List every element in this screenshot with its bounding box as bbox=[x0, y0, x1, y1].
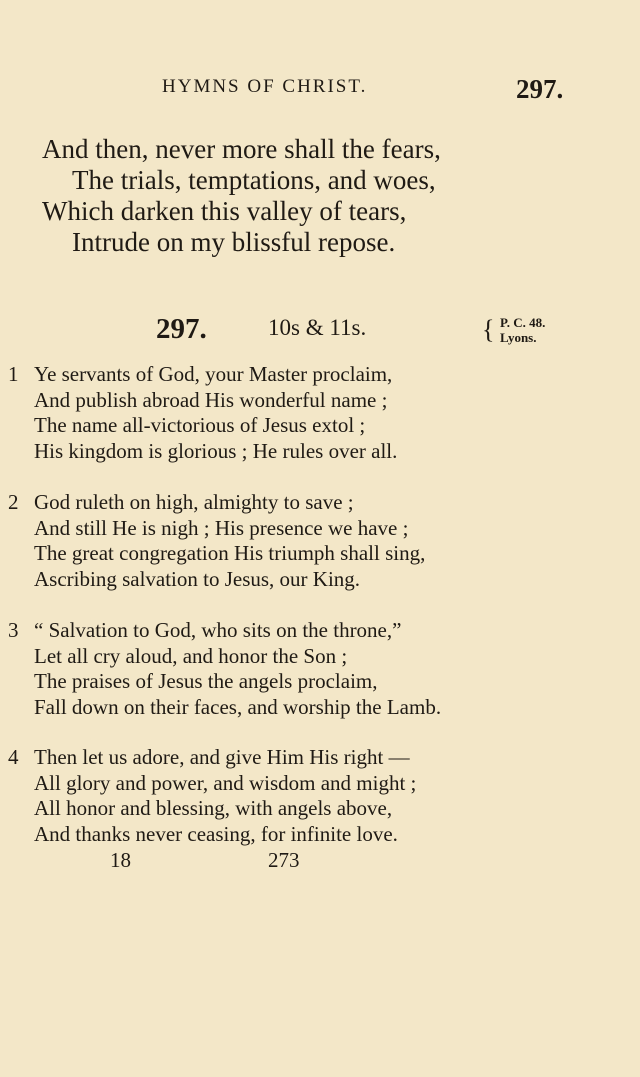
verse-line: Which darken this valley of tears, bbox=[42, 196, 407, 226]
catalog-number: 273 bbox=[268, 848, 300, 872]
page-number: 297. bbox=[516, 74, 564, 104]
signature-mark: 18 bbox=[110, 848, 131, 872]
continued-stanza bbox=[42, 134, 441, 258]
stanza-number: 1 bbox=[8, 362, 19, 386]
stanza-number: 4 bbox=[8, 745, 19, 769]
verse-line: And still He is nigh ; His presence we have ; bbox=[34, 515, 409, 540]
verse-line: Fall down on their faces, and worship the Lamb. bbox=[34, 694, 442, 719]
verse-line: Ye servants of God, your Master proclaim, bbox=[34, 362, 393, 386]
verse-line: All honor and blessing, with angels above, bbox=[34, 796, 393, 820]
tune-name: Lyons. bbox=[500, 330, 537, 345]
verse-line: The great congregation His triumph shall sing, bbox=[34, 541, 426, 565]
verse-line: And publish abroad His wonderful name ; bbox=[34, 387, 388, 412]
verse-line: His kingdom is glorious ; He rules over all. bbox=[34, 438, 398, 463]
verse-line: Then let us adore, and give Him His right — bbox=[34, 745, 410, 769]
stanza-number: 2 bbox=[8, 490, 19, 514]
verse-line: And then, never more shall the fears, bbox=[42, 134, 441, 164]
brace: { bbox=[482, 315, 495, 344]
hymn-header bbox=[156, 313, 576, 353]
verse-line: “ Salvation to God, who sits on the throne,” bbox=[34, 618, 402, 642]
running-head: HYMNS OF CHRIST. bbox=[162, 76, 368, 97]
verse-line: Ascribing salvation to Jesus, our King. bbox=[34, 566, 361, 591]
verse-line: The trials, temptations, and woes, bbox=[72, 165, 436, 195]
verse-line: The name all-victorious of Jesus extol ; bbox=[34, 413, 366, 437]
verse-line: The praises of Jesus the angels proclaim, bbox=[34, 669, 378, 693]
verse-line: And thanks never ceasing, for infinite love. bbox=[34, 821, 398, 846]
verse-line: Let all cry aloud, and honor the Son ; bbox=[34, 643, 348, 668]
hymn-meter: 10s & 11s. bbox=[268, 315, 367, 340]
tune-ref: P. C. 48. bbox=[500, 315, 546, 330]
verse-line: Intrude on my blissful repose. bbox=[72, 227, 396, 257]
verse-line: All glory and power, and wisdom and might ; bbox=[34, 770, 417, 795]
tune-reference bbox=[500, 315, 545, 345]
stanza-number: 3 bbox=[8, 618, 19, 642]
hymn-number: 297. bbox=[156, 313, 207, 345]
verse-line: God ruleth on high, almighty to save ; bbox=[34, 490, 354, 514]
